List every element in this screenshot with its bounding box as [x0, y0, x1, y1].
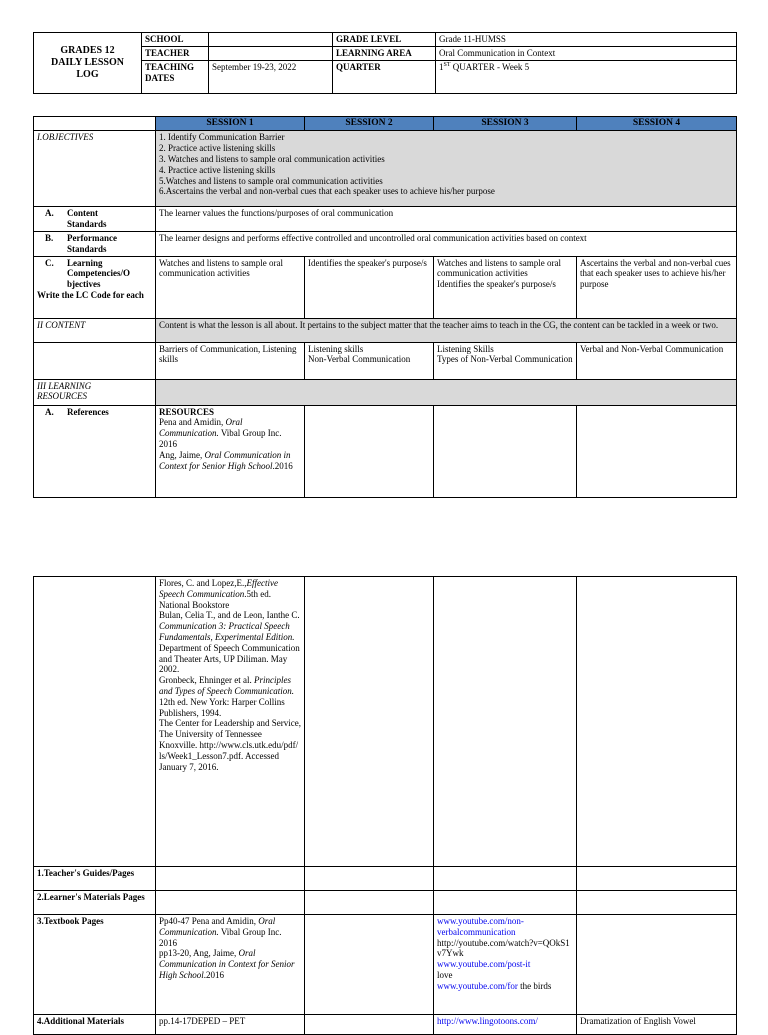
lesson-table-page1: [33, 116, 737, 498]
references-label: A. References: [34, 405, 156, 497]
content-standards-label: A. Content Standards: [34, 207, 156, 232]
teaching-dates-value: September 19-23, 2022: [209, 61, 333, 94]
teaching-dates-label: TEACHING DATES: [142, 61, 209, 94]
session-4-header: SESSION 4: [577, 117, 737, 131]
teachers-guides-s1: [156, 867, 305, 891]
content-label: II CONTENT: [34, 318, 156, 342]
competency-session-2: Identifies the speaker's purpose/s: [305, 256, 434, 318]
learners-materials-s1: [156, 891, 305, 915]
competency-session-4: Ascertains the verbal and non-verbal cues that each speaker uses to achieve his/her purpose: [577, 256, 737, 318]
competency-session-3: Watches and listens to sample oral communication activities Identifies the speaker's purpose/s: [434, 256, 577, 318]
school-value: [209, 33, 333, 47]
grade-level-value: Grade 11-HUMSS: [436, 33, 737, 47]
teacher-value: [209, 47, 333, 61]
session-1-header: SESSION 1: [156, 117, 305, 131]
content-session-4: Verbal and Non-Verbal Communication: [577, 342, 737, 379]
learning-area-value: Oral Communication in Context: [436, 47, 737, 61]
additional-materials-label: 4.Additional Materials: [34, 1015, 156, 1035]
youtube-nonverbal-link[interactable]: www.youtube.com/non-verbalcommunication: [437, 916, 524, 937]
references-session-1: RESOURCES Pena and Amidin, Oral Communication. Vibal Group Inc. 2016 Ang, Jaime, Oral Communication in Context for Senior High School.2016: [156, 405, 305, 497]
header-table: [33, 32, 737, 94]
references-session-2: [305, 405, 434, 497]
content-blank: [34, 342, 156, 379]
textbook-pages-s3: www.youtube.com/non-verbalcommunication http://youtube.com/watch?v=QOkS1v7Ywk www.youtube.com/post-it love www.youtube.com/for the birds: [434, 915, 577, 1015]
teachers-guides-s4: [577, 867, 737, 891]
textbook-pages-s2: [305, 915, 434, 1015]
learners-materials-s2: [305, 891, 434, 915]
school-label: SCHOOL: [142, 33, 209, 47]
textbook-pages-s4: [577, 915, 737, 1015]
quarter-label: QUARTER: [333, 61, 436, 94]
performance-standards-value: The learner designs and performs effective controlled and uncontrolled oral communication activities based on context: [156, 231, 737, 256]
teachers-guides-s2: [305, 867, 434, 891]
refs-continued-session-2: [305, 577, 434, 867]
session-2-header: SESSION 2: [305, 117, 434, 131]
textbook-pages-label: 3.Textbook Pages: [34, 915, 156, 1015]
learning-resources-label: III LEARNING RESOURCES: [34, 379, 156, 405]
additional-materials-s4: Dramatization of English Vowel: [577, 1015, 737, 1035]
learning-area-label: LEARNING AREA: [333, 47, 436, 61]
grade-level-label: GRADE LEVEL: [333, 33, 436, 47]
textbook-pages-s1: Pp40-47 Pena and Amidin, Oral Communication. Vibal Group Inc. 2016 pp13-20, Ang, Jaime, Oral Communication in Context for Senior High School.2016: [156, 915, 305, 1015]
competencies-label: C. Learning Competencies/O bjectives Write the LC Code for each: [34, 256, 156, 318]
content-session-1: Barriers of Communication, Listening skills: [156, 342, 305, 379]
learning-resources-band: [156, 379, 737, 405]
competency-session-1: Watches and listens to sample oral communication activities: [156, 256, 305, 318]
teachers-guides-label: 1.Teacher's Guides/Pages: [34, 867, 156, 891]
content-standards-value: The learner values the functions/purposes of oral communication: [156, 207, 737, 232]
youtube-watch-link[interactable]: http://youtube.com/watch?v=QOkS1v7Ywk: [437, 937, 570, 959]
refs-continued-session-4: [577, 577, 737, 867]
quarter-value: 1ST QUARTER - Week 5: [436, 61, 737, 94]
content-session-2: Listening skills Non-Verbal Communication: [305, 342, 434, 379]
refs-continued-session-3: [434, 577, 577, 867]
learners-materials-s3: [434, 891, 577, 915]
references-session-3: [434, 405, 577, 497]
performance-standards-label: B. Performance Standards: [34, 231, 156, 256]
lesson-table-page2: [33, 576, 737, 1035]
youtube-birds-link[interactable]: www.youtube.com/for: [437, 980, 518, 991]
dll-title: GRADES 12 DAILY LESSON LOG: [34, 33, 142, 94]
learners-materials-s4: [577, 891, 737, 915]
session-3-header: SESSION 3: [434, 117, 577, 131]
content-note: Content is what the lesson is all about. It pertains to the subject matter that the teacher aims to teach in the CG, the content can be tackled in a week or two.: [156, 318, 737, 342]
learners-materials-label: 2.Learner's Materials Pages: [34, 891, 156, 915]
refs-continued-session-1: Flores, C. and Lopez,E.,Effective Speech Communication.5th ed. National Bookstore Bulan, Celia T., and de Leon, Ianthe C. Communication 3: Practical Speech Fundamentals, Experimental Edition. Department of Speech Communication and Theater Arts, UP Diliman. May 2002. Gronbeck, Ehninger et al. Principles and Types of Speech Communication. 12th ed. New York: Harper Collins Publishers, 1994. The Center for Leadership and Service, The University of Tennessee Knoxville. http://www.cls.utk.edu/pdf/ ls/Week1_Lesson7.pdf. Accessed January 7, 2016.: [156, 577, 305, 867]
additional-materials-s2: [305, 1015, 434, 1035]
objectives-label: I.OBJECTIVES: [34, 131, 156, 207]
references-session-4: [577, 405, 737, 497]
content-session-3: Listening Skills Types of Non-Verbal Communication: [434, 342, 577, 379]
objectives-list: 1. Identify Communication Barrier 2. Practice active listening skills 3. Watches and listens to sample oral communication activities 4. Practice active listening skills 5.Watches and listens to sample oral communication activities 6.Ascertains the verbal and non-verbal cues that each speaker uses to achieve his/her purpose: [156, 131, 737, 207]
additional-materials-s1: pp.14-17DEPED – PET: [156, 1015, 305, 1035]
youtube-postit-link[interactable]: www.youtube.com/post-it: [437, 959, 531, 970]
refs-continued-label: [34, 577, 156, 867]
teachers-guides-s3: [434, 867, 577, 891]
teacher-label: TEACHER: [142, 47, 209, 61]
corner-cell: [34, 117, 156, 131]
additional-materials-s3[interactable]: http://www.lingotoons.com/: [434, 1015, 577, 1035]
